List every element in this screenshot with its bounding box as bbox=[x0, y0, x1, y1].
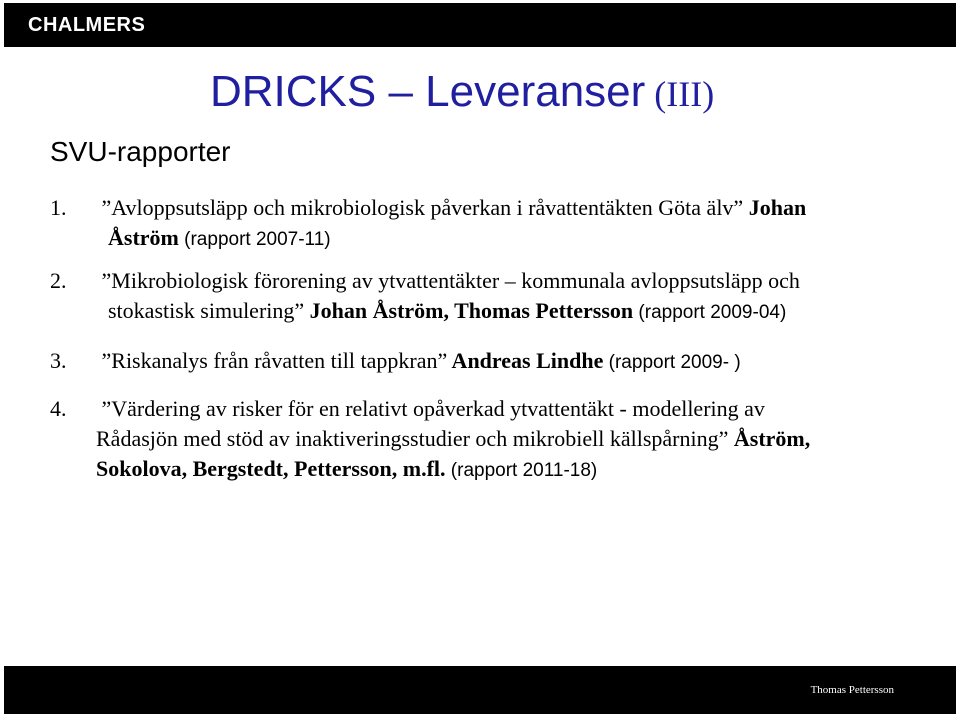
item-report: (rapport 2009-04) bbox=[633, 302, 787, 323]
item-report: (rapport 2007-11) bbox=[178, 229, 331, 250]
item-number: 4. bbox=[50, 396, 67, 421]
list-item-3 bbox=[50, 346, 741, 378]
item-authors: Johan Åström, Thomas Pettersson bbox=[304, 298, 634, 323]
slide-title bbox=[210, 66, 714, 117]
item-number: 2. bbox=[50, 268, 67, 293]
item-number: 3. bbox=[50, 348, 67, 373]
slide-title-main: DRICKS – Leveranser bbox=[210, 67, 646, 116]
item-authors-cont: Sokolova, Bergstedt, Pettersson, m.fl. bbox=[96, 456, 446, 481]
slide-title-sub: (III) bbox=[645, 74, 715, 114]
item-report: (rapport 2009- ) bbox=[603, 352, 741, 373]
list-item-4 bbox=[50, 394, 810, 486]
list-item-2 bbox=[50, 266, 800, 328]
item-authors-cont: Åström bbox=[108, 225, 179, 250]
section-subtitle: SVU-rapporter bbox=[50, 136, 231, 167]
item-title-cont: stokastisk simulering” bbox=[108, 298, 305, 323]
item-number: 1. bbox=[50, 195, 67, 220]
item-authors: Andreas Lindhe bbox=[447, 348, 604, 373]
list-item-1 bbox=[50, 193, 806, 255]
chalmers-logo: CHALMERS bbox=[28, 14, 146, 36]
item-title-cont: Rådasjön med stöd av inaktiveringsstudier och mikrobiell källspårning” bbox=[96, 426, 729, 451]
header-bar bbox=[0, 0, 960, 48]
item-title: ”Riskanalys från råvatten till tappkran” bbox=[96, 348, 448, 373]
footer-bar bbox=[0, 664, 960, 716]
footer-author: Thomas Pettersson bbox=[810, 684, 894, 696]
item-title: ”Avloppsutsläpp och mikrobiologisk påverkan i råvattentäkten Göta älv” bbox=[96, 195, 744, 220]
item-title: ”Mikrobiologisk förorening av ytvattentäkter – kommunala avloppsutsläpp och bbox=[96, 268, 800, 293]
item-title: ”Värdering av risker för en relativt opåverkad ytvattentäkt - modellering av bbox=[96, 396, 765, 421]
item-authors: Johan bbox=[743, 195, 807, 220]
header-bar-inner bbox=[4, 3, 956, 47]
item-authors: Åström, bbox=[728, 426, 811, 451]
item-report: (rapport 2011-18) bbox=[445, 460, 598, 481]
footer-bar-inner bbox=[4, 666, 956, 714]
